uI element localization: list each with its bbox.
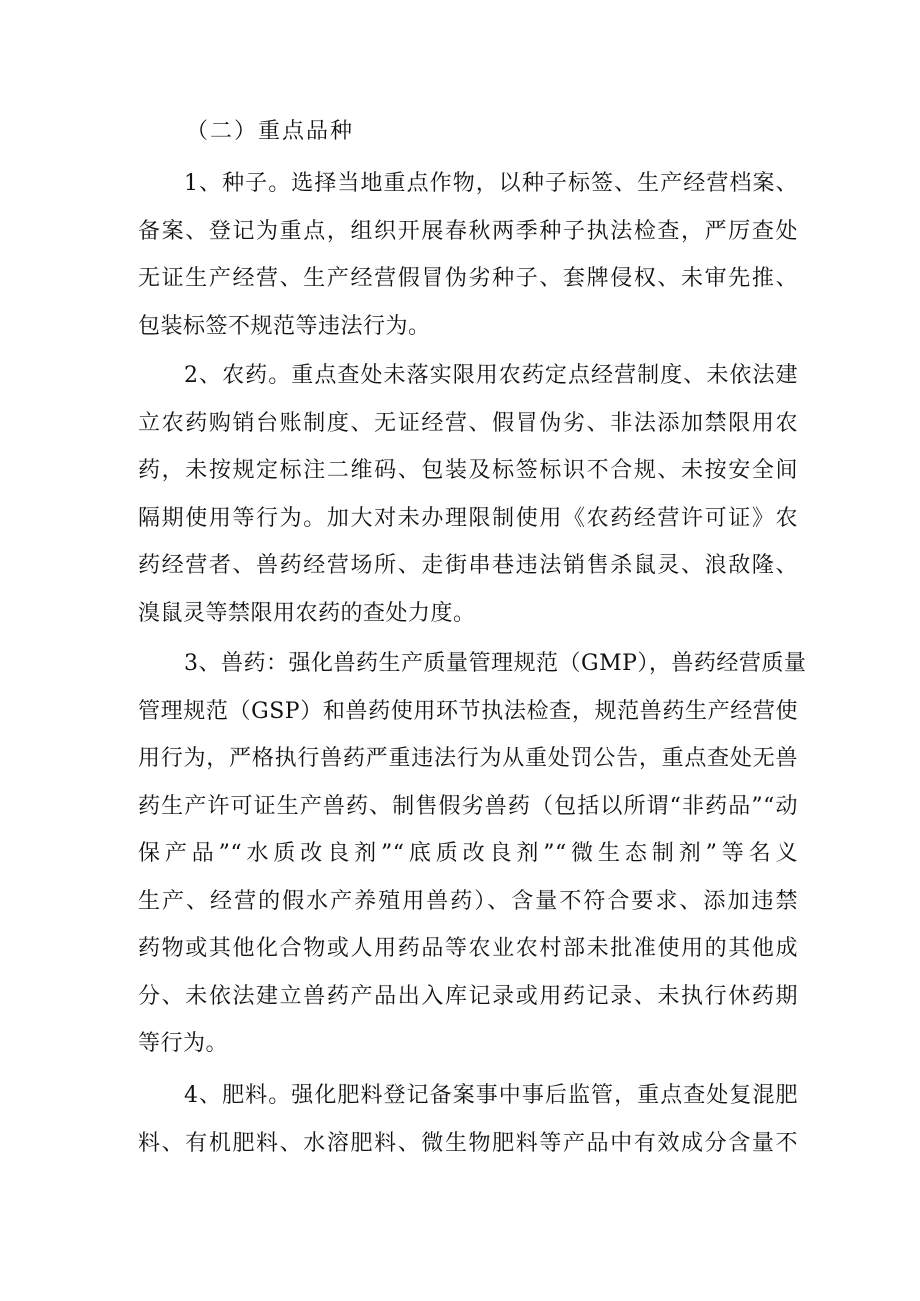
paragraph-seeds [138,160,798,350]
paragraph-line: 料、有机肥料、水溶肥料、微生物肥料等产品中有效成分含量不 [138,1130,798,1156]
section-heading: （二）重点品种 [186,119,355,144]
paragraph-line: 3、兽药：强化兽药生产质量管理规范（GMP），兽药经营质量 [184,651,807,676]
paragraph-fertilizers [138,1072,798,1167]
paragraph-line: 溴鼠灵等禁限用农药的查处力度。 [138,600,476,626]
paragraph-line: 生产、经营的假水产养殖用兽药）、含量不符合要求、添加违禁 [138,888,798,914]
paragraph-line: 管理规范（GSP）和兽药使用环节执法检查，规范兽药生产经营使 [138,698,798,724]
paragraph-line: 包装标签不规范等违法行为。 [138,313,431,339]
paragraph-line: 药物或其他化合物或人用药品等农业农村部未批准使用的其他成 [138,936,798,961]
paragraph-line: 药，未按规定标注二维码、包装及标签标识不合规、未按安全间 [138,458,798,483]
paragraph-line: 等行为。 [138,1031,229,1056]
paragraph-line: 备案、登记为重点，组织开展春秋两季种子执法检查，严厉查处 [138,218,798,244]
paragraph-line: 立农药购销台账制度、无证经营、假冒伪劣、非法添加禁限用农 [138,410,798,436]
paragraph-line: 4、肥料。强化肥料登记备案事中事后监管，重点查处复混肥 [184,1083,798,1108]
paragraph-line: 保产品”“水质改良剂”“底质改良剂”“微生态制剂”等名义 [138,841,798,866]
paragraph-line: 分、未依法建立兽药产品出入库记录或用药记录、未执行休药期 [138,983,798,1009]
paragraph-pesticides [138,352,798,637]
paragraph-line: 用行为，严格执行兽药严重违法行为从重处罚公告，重点查处无兽 [138,746,798,771]
paragraph-line: 2、农药。重点查处未落实限用农药定点经营制度、未依法建 [184,363,798,388]
paragraph-line: 药生产许可证生产兽药、制售假劣兽药（包括以所谓“非药品”“动 [138,793,798,819]
paragraph-line: 1、种子。选择当地重点作物，以种子标签、生产经营档案、 [184,171,798,196]
paragraph-line: 无证生产经营、生产经营假冒伪劣种子、套牌侵权、未审先推、 [138,266,798,291]
paragraph-veterinary-drugs [138,640,807,1068]
paragraph-line: 药经营者、兽药经营场所、走街串巷违法销售杀鼠灵、浪敌隆、 [138,553,798,578]
paragraph-line: 隔期使用等行为。加大对未办理限制使用《农药经营许可证》农 [138,505,798,531]
